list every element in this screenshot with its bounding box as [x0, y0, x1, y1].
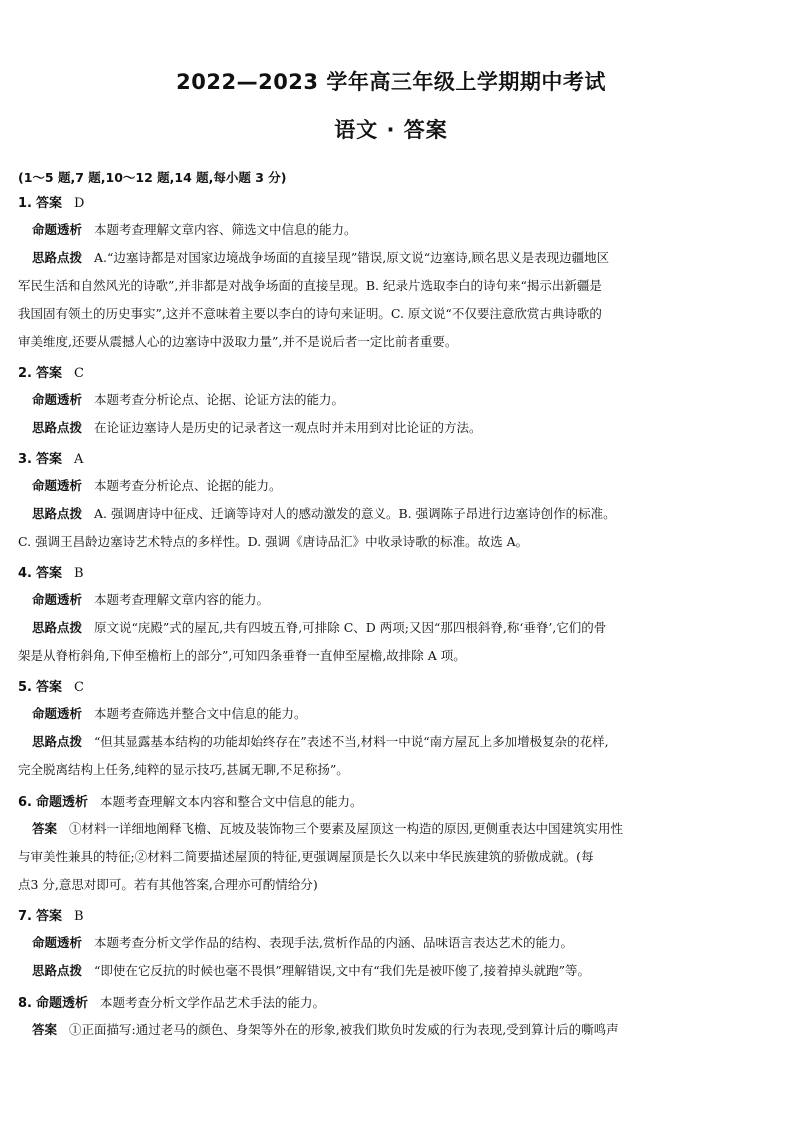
intent-label: 命题透析 — [32, 222, 83, 237]
hint-row — [18, 244, 764, 272]
hint-label: 思路点拨 — [32, 420, 83, 435]
hint-row — [18, 957, 764, 985]
question-5 — [18, 676, 764, 784]
answer-value: A — [74, 452, 84, 467]
question-2 — [18, 362, 764, 442]
question-header — [18, 192, 764, 216]
document-title: 2022—2023 学年高三年级上学期期中考试 — [176, 70, 606, 94]
question-header — [18, 905, 764, 929]
question-number: 3. — [18, 452, 32, 467]
question-1 — [18, 192, 764, 356]
hint-row — [18, 728, 764, 756]
answer-label: 答案 — [35, 680, 62, 695]
answer-label: 答案 — [35, 566, 62, 581]
answer-row — [18, 1016, 764, 1044]
question-3 — [18, 448, 764, 556]
intent-label: 命题透析 — [32, 935, 83, 950]
answer-row — [18, 815, 764, 843]
intent-text: 本题考查分析论点、论据的能力。 — [94, 478, 282, 493]
intent-text: 本题考查分析文学作品艺术手法的能力。 — [100, 995, 326, 1010]
intent-text: 本题考查理解文章内容、筛选文中信息的能力。 — [94, 222, 357, 237]
intent-row — [18, 472, 764, 500]
question-number: 1. — [18, 196, 32, 211]
hint-row — [18, 414, 764, 442]
hint-text: “但其显露基本结构的功能却始终存在”表述不当,材料一中说“南方屋瓦上多加增极复杂的花样, — [94, 734, 609, 749]
answer-label: 答案 — [35, 366, 62, 381]
intent-row — [18, 386, 764, 414]
answer-value: B — [74, 566, 84, 581]
answer-label: 答案 — [32, 1022, 58, 1037]
document-subtitle: 语文 · 答案 — [334, 118, 448, 142]
hint-label: 思路点拨 — [32, 506, 83, 521]
question-number: 5. — [18, 680, 32, 695]
question-header — [18, 362, 764, 386]
answer-value: D — [74, 196, 85, 211]
question-8 — [18, 991, 764, 1044]
intent-text: 本题考查筛选并整合文中信息的能力。 — [94, 706, 307, 721]
question-header — [18, 790, 764, 815]
intent-text: 本题考查分析文学作品的结构、表现手法,赏析作品的内涵、品味语言表达艺术的能力。 — [94, 935, 573, 950]
question-number: 7. — [18, 909, 32, 924]
hint-continuation: C. 强调王昌龄边塞诗艺术特点的多样性。D. 强调《唐诗品汇》中收录诗歌的标准。故选 A。 — [18, 534, 529, 549]
answer-continuation: 点3 分,意思对即可。若有其他答案,合理亦可酌情给分) — [18, 877, 318, 892]
intent-row — [18, 586, 764, 614]
answer-text: ①材料一详细地阐释飞檐、瓦坡及装饰物三个要素及屋顶这一构造的原因,更侧重表达中国建筑实用性 — [69, 821, 623, 836]
hint-text: “即使在它反抗的时候也毫不畏惧”理解错误,文中有“我们先是被吓傻了,接着掉头就跑”等。 — [94, 963, 591, 978]
hint-continuation: 军民生活和自然风光的诗歌”,并非都是对战争场面的直接呈现。B. 纪录片选取李白的诗句来“揭示出新疆是 — [18, 278, 602, 293]
question-4 — [18, 562, 764, 670]
answer-value: C — [74, 680, 84, 695]
hint-text: 原文说“庑殿”式的屋瓦,共有四坡五脊,可排除 C、D 两项;又因“那四根斜脊,称‘垂脊’,它们的骨 — [94, 620, 607, 635]
answer-label: 答案 — [32, 821, 58, 836]
answer-value: C — [74, 366, 84, 381]
answer-value: B — [74, 909, 84, 924]
answer-text: ①正面描写:通过老马的颜色、身架等外在的形象,被我们欺负时发威的行为表现,受到算计后的嘶鸣声 — [69, 1022, 619, 1037]
hint-continuation: 完全脱离结构上任务,纯粹的显示技巧,甚属无聊,不足称扬”。 — [18, 762, 349, 777]
question-header — [18, 562, 764, 586]
question-header — [18, 676, 764, 700]
question-6 — [18, 790, 764, 899]
intent-label: 命题透析 — [32, 592, 83, 607]
question-number: 8. — [18, 996, 32, 1011]
intent-row — [18, 929, 764, 957]
question-number: 4. — [18, 566, 32, 581]
hint-label: 思路点拨 — [32, 963, 83, 978]
question-number: 2. — [18, 366, 32, 381]
hint-label: 思路点拨 — [32, 250, 83, 265]
question-number: 6. — [18, 795, 32, 810]
answer-continuation: 与审美性兼具的特征;②材料二简要描述屋顶的特征,更强调屋顶是长久以来中华民族建筑的骄傲成就。(每 — [18, 849, 594, 864]
intent-text: 本题考查理解文章内容的能力。 — [94, 592, 270, 607]
intent-row — [18, 700, 764, 728]
hint-text: 在论证边塞诗人是历史的记录者这一观点时并未用到对比论证的方法。 — [94, 420, 482, 435]
hint-continuation: 审美维度,还要从震撼人心的边塞诗中汲取力量”,并不是说后者一定比前者重要。 — [18, 334, 458, 349]
hint-continuation: 我国固有领土的历史事实”,这并不意味着主要以李白的诗句来证明。C. 原文说“不仅要注意欣赏古典诗歌的 — [18, 306, 602, 321]
intent-label: 命题透析 — [32, 706, 83, 721]
intent-text: 本题考查理解文本内容和整合文中信息的能力。 — [100, 794, 363, 809]
hint-row — [18, 614, 764, 642]
intent-text: 本题考查分析论点、论据、论证方法的能力。 — [94, 392, 345, 407]
hint-text: A. 强调唐诗中征戍、迁谪等诗对人的感动激发的意义。B. 强调陈子昂进行边塞诗创作的标准。 — [94, 506, 616, 521]
hint-label: 思路点拨 — [32, 620, 83, 635]
answer-label: 答案 — [35, 909, 62, 924]
intent-label: 命题透析 — [32, 478, 83, 493]
intent-label: 命题透析 — [35, 795, 88, 810]
intent-row — [18, 216, 764, 244]
hint-text: A.“边塞诗都是对国家边境战争场面的直接呈现”错误,原文说“边塞诗,顾名思义是表现边疆地区 — [94, 250, 610, 265]
question-header — [18, 991, 764, 1016]
hint-continuation: 架是从脊桁斜角,下伸至檐桁上的部分”,可知四条垂脊一直伸至屋檐,故排除 A 项。 — [18, 648, 466, 663]
scoring-note: (1～5 题,7 题,10～12 题,14 题,每小题 3 分) — [18, 170, 287, 185]
hint-label: 思路点拨 — [32, 734, 83, 749]
intent-label: 命题透析 — [35, 996, 88, 1011]
question-header — [18, 448, 764, 472]
intent-label: 命题透析 — [32, 392, 83, 407]
question-7 — [18, 905, 764, 985]
hint-row — [18, 500, 764, 528]
answer-label: 答案 — [35, 196, 62, 211]
answer-label: 答案 — [35, 452, 62, 467]
